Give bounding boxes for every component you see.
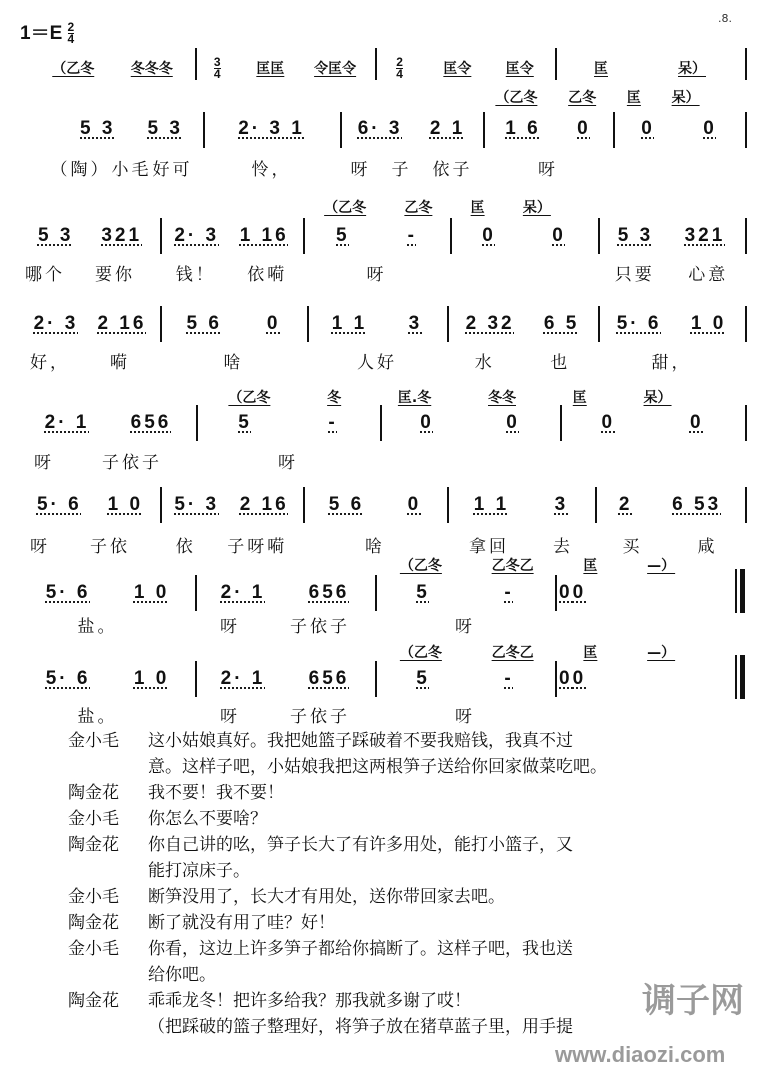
note-group: 321 bbox=[684, 225, 726, 246]
barline bbox=[203, 112, 205, 148]
note-group: 1 6 bbox=[505, 118, 541, 139]
percussion-token: 匡 bbox=[583, 558, 598, 574]
note-group: 1 0 bbox=[690, 313, 727, 334]
note-group: 6· 3 bbox=[357, 118, 403, 139]
lyric: 子依 bbox=[90, 537, 130, 557]
lyric: 呀 bbox=[455, 617, 475, 637]
lyric-measure bbox=[340, 155, 483, 180]
percussion-token: 匡 bbox=[594, 61, 608, 77]
note-measure bbox=[384, 412, 556, 434]
barline bbox=[745, 306, 747, 342]
dialogue-text: 断了就没有用了哇？好！ bbox=[148, 913, 335, 933]
note-group: 0 bbox=[482, 225, 496, 246]
lyric-measure bbox=[10, 612, 185, 637]
note-group: 2· 3 1 bbox=[238, 118, 305, 139]
lyric-measure bbox=[447, 532, 595, 557]
percussion-token: （乙冬 bbox=[324, 200, 367, 216]
dialogue-text: 能打凉床子。 bbox=[148, 861, 250, 881]
dialogue-line bbox=[68, 910, 708, 936]
lyric: 人好 bbox=[357, 353, 397, 373]
time-signature bbox=[396, 54, 403, 81]
note-group: 3 bbox=[408, 313, 423, 334]
percussion-line bbox=[375, 555, 700, 575]
note-measure bbox=[451, 313, 594, 335]
note-measure bbox=[379, 582, 551, 604]
note-group: 5 3 bbox=[37, 225, 74, 246]
note-group: - bbox=[407, 225, 417, 246]
lyric: 呀 bbox=[220, 707, 240, 727]
lyric: 啥 bbox=[365, 537, 385, 557]
note-measure bbox=[487, 118, 609, 140]
dialogue-text: 这小姑娘真好。我把她篮子踩破着不要我赔钱，我真不过 bbox=[148, 731, 573, 751]
note-measure bbox=[602, 313, 741, 335]
note-group: 5· 6 bbox=[36, 494, 82, 515]
barline bbox=[195, 661, 197, 697]
percussion-token: （乙冬 bbox=[228, 390, 271, 406]
percussion-line bbox=[305, 197, 570, 217]
note-measure bbox=[24, 412, 192, 434]
note-measure bbox=[559, 668, 586, 690]
barline bbox=[745, 405, 747, 441]
note-measure bbox=[24, 313, 156, 335]
lyric-measure bbox=[10, 448, 186, 473]
note-measure bbox=[344, 118, 479, 140]
percussion-token: 呆） bbox=[522, 200, 551, 216]
lyric: 依嗬 bbox=[247, 265, 288, 285]
note-measure bbox=[24, 494, 156, 516]
note-group: 2 16 bbox=[239, 494, 289, 515]
note-group: 5· 6 bbox=[45, 582, 91, 603]
barline bbox=[560, 405, 562, 441]
note-group: 0 bbox=[559, 582, 573, 603]
barline bbox=[160, 306, 162, 342]
dialogue-line bbox=[68, 728, 708, 754]
barline bbox=[307, 306, 309, 342]
percussion-token: 令匡令 bbox=[314, 61, 357, 77]
note-group: 0 bbox=[506, 412, 520, 433]
speaker-name: 陶金花 bbox=[68, 835, 119, 855]
key-signature bbox=[20, 22, 80, 48]
note-group: 5 3 bbox=[617, 225, 654, 246]
note-group: 0 bbox=[552, 225, 566, 246]
note-measure bbox=[559, 582, 586, 604]
percussion-token: 冬冬 bbox=[488, 390, 516, 406]
lyric-measure bbox=[483, 155, 613, 180]
barline bbox=[375, 661, 377, 697]
percussion-line bbox=[480, 87, 715, 107]
speaker-name: 金小毛 bbox=[68, 731, 119, 751]
dialogue-line bbox=[68, 962, 708, 988]
lyric-measure bbox=[375, 702, 555, 727]
barline bbox=[595, 487, 597, 523]
note-group: 6 5 bbox=[543, 313, 580, 334]
note-group: - bbox=[328, 412, 338, 433]
barline bbox=[160, 487, 162, 523]
lyric: 盐。 bbox=[77, 617, 118, 637]
barline bbox=[735, 569, 737, 613]
dialogue-line bbox=[68, 936, 708, 962]
note-group: 2 16 bbox=[97, 313, 147, 334]
note-group: 1 1 bbox=[331, 313, 368, 334]
lyric: 咸 bbox=[697, 537, 718, 557]
barline bbox=[447, 306, 449, 342]
percussion-token: （乙冬 bbox=[52, 61, 95, 77]
percussion-token: 乙冬 bbox=[404, 200, 433, 216]
barline bbox=[745, 112, 747, 148]
dialogue-line bbox=[68, 780, 708, 806]
lyric: 也 bbox=[550, 353, 571, 373]
percussion-measure bbox=[379, 56, 551, 80]
dialogue-text: 乖乖龙冬！把许多给我？那我就多谢了哎！ bbox=[148, 991, 471, 1011]
watermark-title: 调子网 bbox=[642, 981, 744, 1021]
note-group: 5 6 bbox=[328, 494, 365, 515]
lyric: 好， bbox=[30, 353, 70, 373]
note-group: 5 6 bbox=[186, 313, 222, 334]
note-measure bbox=[24, 582, 191, 604]
percussion-token: （乙冬 bbox=[495, 90, 538, 106]
note-group: 2 bbox=[618, 494, 633, 515]
barline bbox=[598, 306, 600, 342]
barline bbox=[303, 218, 305, 254]
lyric-measure bbox=[598, 348, 745, 373]
note-measure bbox=[199, 582, 371, 604]
note-group: 0 bbox=[601, 412, 616, 433]
speaker-name bbox=[68, 858, 148, 884]
barline bbox=[555, 575, 557, 611]
barline bbox=[555, 661, 557, 697]
note-measure bbox=[200, 412, 376, 434]
percussion-token: 呆） bbox=[678, 61, 706, 77]
note-group: 0 bbox=[266, 313, 281, 334]
time-num: 3 bbox=[213, 54, 221, 69]
percussion-token: 冬 bbox=[327, 390, 342, 406]
lyric: 只要 bbox=[614, 265, 655, 285]
note-measure bbox=[307, 225, 446, 247]
note-group: 5 3 bbox=[147, 118, 183, 139]
lyric: 好可 bbox=[152, 160, 193, 180]
dialogue-line bbox=[68, 884, 708, 910]
dialogue-text: （把踩破的篮子整理好，将笋子放在猪草蓝子里，用手提 bbox=[148, 1017, 573, 1037]
barline bbox=[745, 487, 747, 523]
time-num: 2 bbox=[396, 54, 403, 69]
barline bbox=[380, 405, 382, 441]
note-group: 0 bbox=[572, 582, 587, 603]
dialogue-line bbox=[68, 754, 708, 780]
note-group: 5 bbox=[336, 225, 350, 246]
note-measure bbox=[64, 118, 199, 140]
lyric: 水 bbox=[474, 353, 495, 373]
lyric: 呀 bbox=[34, 453, 54, 473]
time-den: 4 bbox=[67, 32, 75, 47]
lyric-measure bbox=[303, 532, 447, 557]
time-signature bbox=[68, 22, 75, 45]
note-measure bbox=[199, 668, 371, 690]
speaker-name bbox=[68, 962, 148, 988]
note-group: 2 1 bbox=[429, 118, 466, 139]
note-measure bbox=[617, 118, 741, 140]
barline bbox=[160, 218, 162, 254]
dialogue-text: 意。这样子吧，小姑娘我把这两根笋子送给你回家做菜吃吧。 bbox=[148, 757, 607, 777]
percussion-token: （乙冬 bbox=[399, 558, 442, 574]
lyric-measure bbox=[10, 348, 150, 373]
lyric-measure bbox=[10, 702, 185, 727]
note-group: 5· 6 bbox=[616, 313, 662, 334]
note-group: 0 bbox=[577, 118, 591, 139]
lyric-measure bbox=[447, 348, 598, 373]
lyric-measure bbox=[303, 260, 450, 285]
note-group: 5 bbox=[416, 668, 430, 689]
note-group: 1 0 bbox=[133, 582, 170, 603]
lyric: 哪个 bbox=[25, 265, 65, 285]
dialogue-text: 给你吧。 bbox=[148, 965, 216, 985]
barline bbox=[735, 655, 737, 699]
note-group: 0 bbox=[689, 412, 704, 433]
dialogue-line bbox=[68, 1014, 708, 1040]
barline bbox=[196, 405, 198, 441]
percussion-token: 呆） bbox=[671, 90, 700, 106]
lyric: 怜， bbox=[251, 160, 292, 180]
percussion-line bbox=[200, 387, 700, 407]
speaker-name: 陶金花 bbox=[68, 913, 119, 933]
dialogue bbox=[68, 728, 708, 1040]
barline bbox=[447, 487, 449, 523]
lyric: 啥 bbox=[223, 353, 244, 373]
barline bbox=[745, 48, 747, 80]
speaker-name: 金小毛 bbox=[68, 809, 119, 829]
note-group: 3 bbox=[554, 494, 569, 515]
speaker-name bbox=[68, 1014, 148, 1040]
final-barline bbox=[740, 569, 745, 613]
note-group: 2· 1 bbox=[220, 668, 266, 689]
note-group: 0 bbox=[420, 412, 434, 433]
note-measure bbox=[454, 225, 594, 247]
percussion-token: 匡 bbox=[626, 90, 641, 106]
note-group: 0 bbox=[559, 668, 573, 689]
lyric: 子依子 bbox=[290, 617, 350, 637]
note-measure bbox=[379, 668, 551, 690]
note-group: 656 bbox=[308, 582, 350, 603]
note-group: 0 bbox=[572, 668, 587, 689]
dialogue-line bbox=[68, 806, 708, 832]
note-measure bbox=[24, 225, 156, 247]
lyric-measure bbox=[160, 348, 307, 373]
note-group: 5 bbox=[238, 412, 252, 433]
time-signature bbox=[213, 54, 221, 81]
note-group: 2· 1 bbox=[44, 412, 90, 433]
dialogue-text: 你怎么不要啥？ bbox=[148, 809, 267, 829]
lyric: 买 bbox=[622, 537, 643, 557]
lyric-measure bbox=[160, 532, 303, 557]
percussion-token: 匡.冬 bbox=[397, 390, 432, 406]
speaker-name bbox=[68, 754, 148, 780]
note-measure bbox=[164, 494, 299, 516]
speaker-name: 金小毛 bbox=[68, 887, 119, 907]
percussion-token: 匡令 bbox=[443, 61, 472, 77]
note-group: 656 bbox=[130, 412, 172, 433]
percussion-token: （乙冬 bbox=[399, 645, 442, 661]
lyric: 呀 bbox=[220, 617, 240, 637]
note-measure bbox=[564, 412, 741, 434]
note-group: - bbox=[504, 582, 514, 603]
barline bbox=[195, 48, 197, 80]
barline bbox=[303, 487, 305, 523]
note-measure bbox=[207, 118, 336, 140]
lyric: 钱！ bbox=[175, 265, 216, 285]
lyric: 子 bbox=[391, 160, 412, 180]
barline bbox=[598, 218, 600, 254]
lyric-measure bbox=[375, 612, 555, 637]
percussion-token: 乙冬乙 bbox=[491, 558, 534, 574]
watermark-url: www.diaozi.com bbox=[555, 1042, 726, 1067]
note-group: 1 16 bbox=[239, 225, 289, 246]
barline bbox=[483, 112, 485, 148]
lyric: 甜， bbox=[651, 353, 692, 373]
lyric-measure bbox=[307, 348, 447, 373]
note-measure bbox=[451, 494, 591, 516]
speaker-name: 金小毛 bbox=[68, 939, 119, 959]
percussion-token: —） bbox=[647, 558, 676, 574]
note-measure bbox=[164, 313, 303, 335]
lyric: 依 bbox=[175, 537, 196, 557]
barline bbox=[340, 112, 342, 148]
lyric: 子依子 bbox=[290, 707, 350, 727]
lyric: 呀 bbox=[30, 537, 50, 557]
lyric-measure bbox=[595, 532, 745, 557]
percussion-token: 呆） bbox=[643, 390, 672, 406]
percussion-measure bbox=[559, 56, 741, 80]
lyric-measure bbox=[598, 260, 745, 285]
lyric: 子依子 bbox=[102, 453, 162, 473]
dialogue-text: 你看，这边上许多笋子都给你搞断了。这样子吧，我也送 bbox=[148, 939, 573, 959]
note-measure bbox=[307, 494, 443, 516]
percussion-token: 乙冬乙 bbox=[491, 645, 534, 661]
lyric: 盐。 bbox=[77, 707, 118, 727]
lyric: 呀 bbox=[455, 707, 475, 727]
note-measure bbox=[602, 225, 741, 247]
dialogue-line bbox=[68, 832, 708, 858]
lyric: 呀 bbox=[366, 265, 387, 285]
note-measure bbox=[164, 225, 299, 247]
lyric-measure bbox=[10, 532, 150, 557]
barline bbox=[195, 575, 197, 611]
lyric: 呀 bbox=[538, 160, 558, 180]
note-group: 2· 3 bbox=[33, 313, 79, 334]
dialogue-line bbox=[68, 988, 708, 1014]
percussion-measure bbox=[199, 56, 371, 80]
barline bbox=[745, 218, 747, 254]
barline bbox=[375, 48, 377, 80]
lyric-measure bbox=[10, 260, 150, 285]
time-num: 2 bbox=[67, 20, 75, 35]
note-group: - bbox=[504, 668, 514, 689]
lyric-measure bbox=[203, 155, 340, 180]
lyric: 要你 bbox=[95, 265, 135, 285]
lyric: 心意 bbox=[688, 265, 729, 285]
note-group: 5· 6 bbox=[45, 668, 91, 689]
note-group: 1 0 bbox=[133, 668, 170, 689]
page-number: .8. bbox=[718, 12, 732, 25]
note-group: 0 bbox=[703, 118, 717, 139]
dialogue-text: 断笋没用了，长大才有用处，送你带回家去吧。 bbox=[148, 887, 505, 907]
dialogue-line bbox=[68, 858, 708, 884]
note-group: 0 bbox=[407, 494, 422, 515]
percussion-token: 匡匡 bbox=[256, 61, 285, 77]
lyric-measure bbox=[195, 612, 375, 637]
note-group: 5 3 bbox=[80, 118, 116, 139]
lyric-measure bbox=[50, 155, 193, 180]
percussion-token: 乙冬 bbox=[568, 90, 597, 106]
time-den: 4 bbox=[213, 66, 221, 81]
note-group: 2 32 bbox=[465, 313, 515, 334]
lyric-measure bbox=[196, 448, 380, 473]
percussion-token: 匡 bbox=[583, 645, 598, 661]
lyric: 小毛 bbox=[111, 160, 152, 180]
lyric: 子呀嗬 bbox=[227, 537, 288, 557]
barline bbox=[613, 112, 615, 148]
note-group: 0 bbox=[641, 118, 655, 139]
note-group: 1 0 bbox=[107, 494, 144, 515]
lyric: 嗬 bbox=[110, 353, 130, 373]
dialogue-text: 我不要！我不要！ bbox=[148, 783, 284, 803]
lyric-measure bbox=[160, 260, 303, 285]
barline bbox=[375, 575, 377, 611]
barline bbox=[555, 48, 557, 80]
barline bbox=[450, 218, 452, 254]
note-group: 321 bbox=[101, 225, 143, 246]
speaker-name: 陶金花 bbox=[68, 991, 119, 1011]
lyric: 呀 bbox=[350, 160, 371, 180]
note-measure bbox=[311, 313, 443, 335]
speaker-name: 陶金花 bbox=[68, 783, 119, 803]
lyric: （陶） bbox=[50, 160, 111, 180]
percussion-token: 冬冬冬 bbox=[130, 61, 173, 77]
lyric: 拿回 bbox=[469, 537, 509, 557]
lyric: 去 bbox=[553, 537, 573, 557]
percussion-token: 匡 bbox=[470, 200, 485, 216]
note-measure bbox=[599, 494, 741, 516]
percussion-measure bbox=[34, 56, 191, 80]
key-label: 1＝E bbox=[20, 23, 63, 44]
note-group: 2· 3 bbox=[174, 225, 220, 246]
percussion-token: 匡 bbox=[572, 390, 587, 406]
note-group: 5· 3 bbox=[174, 494, 220, 515]
lyric-measure bbox=[195, 702, 375, 727]
lyric: 呀 bbox=[278, 453, 298, 473]
note-group: 1 1 bbox=[473, 494, 510, 515]
note-group: 656 bbox=[308, 668, 350, 689]
percussion-token: —） bbox=[647, 645, 676, 661]
percussion-line bbox=[375, 642, 700, 662]
note-group: 2· 1 bbox=[220, 582, 266, 603]
note-group: 6 53 bbox=[672, 494, 722, 515]
lyric: 依子 bbox=[432, 160, 473, 180]
final-barline bbox=[740, 655, 745, 699]
percussion-token: 匡令 bbox=[505, 61, 534, 77]
time-den: 4 bbox=[396, 66, 403, 81]
dialogue-text: 你自己讲的吆，笋子长大了有许多用处，能打小篮子，又 bbox=[148, 835, 573, 855]
note-measure bbox=[24, 668, 191, 690]
note-group: 5 bbox=[416, 582, 430, 603]
